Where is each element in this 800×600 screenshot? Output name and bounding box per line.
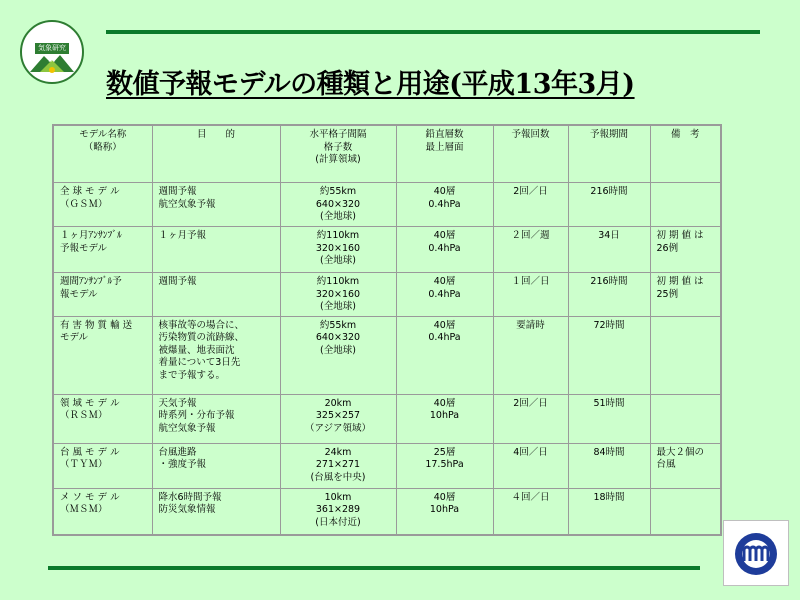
header-rule xyxy=(106,30,760,34)
table-row xyxy=(53,227,721,273)
table-cell: 約55km 640×320 (全地球) xyxy=(280,316,396,394)
table-row xyxy=(53,183,721,227)
table-cell xyxy=(650,183,721,227)
table-cell: 34日 xyxy=(568,227,650,273)
table-cell xyxy=(650,316,721,394)
table-cell: メ ソ モ デ ル （ＭＳＭ） xyxy=(53,488,152,535)
table-cell: 51時間 xyxy=(568,394,650,443)
table-cell: 台 風 モ デ ル （ＴＹＭ） xyxy=(53,443,152,488)
header-cell: 予報期間 xyxy=(568,125,650,183)
table-cell: 領 域 モ デ ル （ＲＳＭ） xyxy=(53,394,152,443)
agency-logo xyxy=(723,520,789,586)
table-cell: ４回／日 xyxy=(493,488,568,535)
table-row xyxy=(53,394,721,443)
table-row xyxy=(53,443,721,488)
header-cell: 鉛直層数 最上層面 xyxy=(396,125,493,183)
table-cell: 40層 10hPa xyxy=(396,394,493,443)
table-cell: 40層 0.4hPa xyxy=(396,227,493,273)
table-cell: 40層 0.4hPa xyxy=(396,183,493,227)
table-cell: 2回／日 xyxy=(493,394,568,443)
table-cell: 2回／日 xyxy=(493,183,568,227)
footer-rule xyxy=(48,566,700,570)
table-cell: 降水6時間予報 防災気象情報 xyxy=(152,488,280,535)
header-cell: モデル名称 （略称） xyxy=(53,125,152,183)
table-cell: 最大２個の 台風 xyxy=(650,443,721,488)
table-cell: 台風進路 ・強度予報 xyxy=(152,443,280,488)
table-cell: 40層 0.4hPa xyxy=(396,316,493,394)
table-cell: 72時間 xyxy=(568,316,650,394)
header-cell: 備 考 xyxy=(650,125,721,183)
header-cell: 水平格子間隔 格子数 (計算領域) xyxy=(280,125,396,183)
table-cell: 40層 10hPa xyxy=(396,488,493,535)
table-cell: 20km 325×257 （アジア領域） xyxy=(280,394,396,443)
table-cell: 初 期 値 は 25例 xyxy=(650,273,721,317)
table-cell: １ヶ月ｱﾝｻﾝﾌﾞﾙ 予報モデル xyxy=(53,227,152,273)
table-cell: 約55km 640×320 (全地球) xyxy=(280,183,396,227)
table-cell: 216時間 xyxy=(568,183,650,227)
logo-label: 気象研究所 xyxy=(35,43,69,54)
table-row xyxy=(53,273,721,317)
table-cell xyxy=(650,488,721,535)
table-cell: 84時間 xyxy=(568,443,650,488)
table-cell: 約110km 320×160 (全地球) xyxy=(280,227,396,273)
table-row xyxy=(53,488,721,535)
table-cell: 要請時 xyxy=(493,316,568,394)
table-cell: ２回／週 xyxy=(493,227,568,273)
institute-logo xyxy=(20,20,84,84)
table-cell: 週間予報 航空気象予報 xyxy=(152,183,280,227)
table-cell: 216時間 xyxy=(568,273,650,317)
table-cell: 全 球 モ デ ル （ＧＳＭ） xyxy=(53,183,152,227)
table-cell: 有 害 物 質 輸 送 モデル xyxy=(53,316,152,394)
table-cell: 週間ｱﾝｻﾝﾌﾞﾙ予 報モデル xyxy=(53,273,152,317)
table-cell: 4回／日 xyxy=(493,443,568,488)
table-cell: １回／日 xyxy=(493,273,568,317)
table-header-row xyxy=(53,125,721,183)
table-cell: 天気予報 時系列・分布予報 航空気象予報 xyxy=(152,394,280,443)
table-cell: １ヶ月予報 xyxy=(152,227,280,273)
wave-emblem-icon xyxy=(724,521,788,585)
table-cell: 24km 271×271 (台風を中央) xyxy=(280,443,396,488)
table-cell: 初 期 値 は 26例 xyxy=(650,227,721,273)
table-cell xyxy=(650,394,721,443)
model-table xyxy=(52,124,722,536)
table-cell: 約110km 320×160 (全地球) xyxy=(280,273,396,317)
table-cell: 18時間 xyxy=(568,488,650,535)
page-title: 数値予報モデルの種類と用途(平成13年3月) xyxy=(106,69,635,100)
table-cell: 週間予報 xyxy=(152,273,280,317)
table-cell: 25層 17.5hPa xyxy=(396,443,493,488)
table-cell: 40層 0.4hPa xyxy=(396,273,493,317)
header-cell: 目 的 xyxy=(152,125,280,183)
table-cell: 核事故等の場合に、 汚染物質の流跡線、 被爆量、地表面沈 着量について3日先 まで予報する。 xyxy=(152,316,280,394)
table-cell: 10km 361×289 (日本付近) xyxy=(280,488,396,535)
header-cell: 予報回数 xyxy=(493,125,568,183)
table-row xyxy=(53,316,721,394)
